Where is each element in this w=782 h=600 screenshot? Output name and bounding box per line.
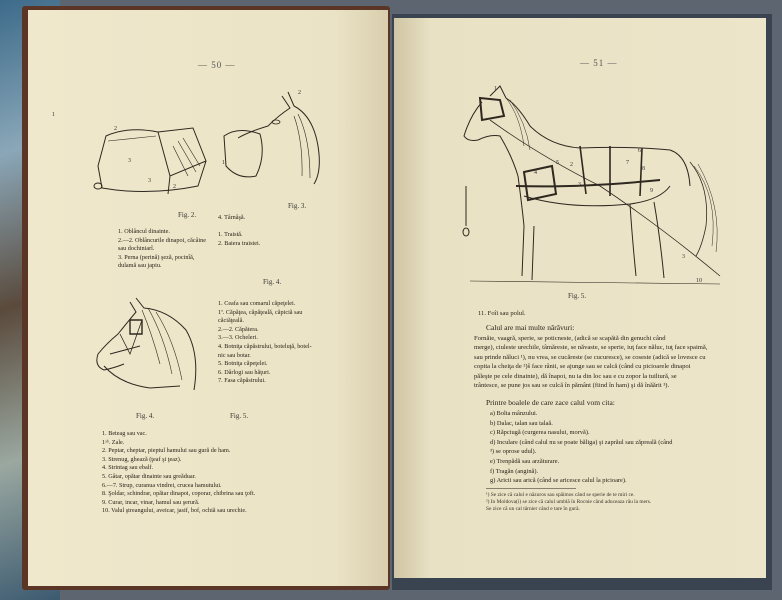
legend-item: 4. Botniţa căpăstrului, boteluţă, botel- bbox=[218, 342, 312, 350]
legend-item: 1. Ceafa sau comarul căpeţelei. bbox=[218, 300, 296, 307]
list-item: ³) se oprose udul). bbox=[490, 448, 537, 456]
horse-label: 8 bbox=[642, 166, 645, 172]
horse-label: 3 bbox=[578, 182, 581, 188]
horse-label: 4 bbox=[534, 170, 537, 176]
horse-label: 7 bbox=[626, 160, 629, 166]
legend-item: 4. Strintag sau ebalf. bbox=[102, 464, 154, 472]
legend-item: 6. Dârlogi sau hăţuri. bbox=[218, 368, 271, 376]
list-item: c) Răpciugă (curgerea nasului, morvă). bbox=[490, 429, 590, 437]
fig4-caption: Fig. 4. bbox=[263, 278, 282, 286]
page-number-right: — 51 — bbox=[580, 58, 618, 68]
legend-item: 6.—7. Strup, curanua vindrei, crucea hamutului. bbox=[102, 481, 222, 489]
horse-label: 6 bbox=[638, 148, 641, 154]
page-number-left: — 50 — bbox=[198, 60, 236, 70]
fig2-label: 2 bbox=[173, 184, 176, 190]
legend-item: 5. Gâtar, opătar dinainte sau greăduar. bbox=[102, 472, 196, 480]
legend-item: 7. Fasa căpăstrului. bbox=[218, 377, 266, 385]
legend-fig3 bbox=[218, 214, 260, 248]
footnote: ¹) Se zice că calul e năzuros sau spăimos când se sperie de te miri ce. bbox=[486, 492, 635, 498]
fig2-label: 3 bbox=[128, 158, 131, 164]
legend-fig5 bbox=[102, 430, 255, 516]
list-item: f) Tragăn (angină). bbox=[490, 467, 539, 475]
fig5-right-caption: Fig. 5. bbox=[568, 292, 587, 300]
fig5-caption: Fig. 5. bbox=[230, 412, 249, 420]
legend-item: căciăţeală. bbox=[218, 317, 244, 325]
paragraph-line: merge), ciuleste urechile, tâmăreste, se năvaste, se sperie, iuţ face năluc, iuţ face spaimă, bbox=[474, 344, 708, 352]
legend-fig2 bbox=[118, 228, 206, 271]
legend-item: 3.—3. Ocheleri. bbox=[218, 334, 258, 342]
saddle-illustration bbox=[88, 106, 218, 206]
fig2-label: 3 bbox=[148, 178, 151, 184]
list-item: b) Dalac, talan sau talaă. bbox=[490, 419, 553, 427]
fig3-label: 1 bbox=[222, 160, 225, 166]
legend-fig4 bbox=[218, 300, 312, 386]
footnote-rule bbox=[486, 488, 576, 489]
list-boale bbox=[490, 409, 672, 486]
horse-label: 1 bbox=[494, 86, 497, 92]
fig2-label: 2 bbox=[114, 126, 117, 132]
item-11: 11. Foîi sau polul. bbox=[478, 310, 526, 317]
legend-item: 2.—2. Căpătera. bbox=[218, 325, 259, 333]
horse-label: 9 bbox=[650, 188, 653, 194]
legend-item: sau dochiniarî. bbox=[118, 245, 155, 253]
horse-label: 10 bbox=[696, 278, 702, 284]
fig3-caption: Fig. 3. bbox=[288, 202, 307, 210]
legend-item: 3. Perna (perină) şeză, pocinîă, bbox=[118, 253, 195, 261]
paragraph-line: Fornăie, vaagră, sperie, se poticneste, (adică se scapătă din genuchi când bbox=[474, 335, 666, 342]
fig2-caption: Fig. 2. bbox=[178, 211, 197, 219]
fig3-label: 2 bbox=[298, 90, 301, 96]
legend-item: 3. Strenug, ghează (ţeaf şi ţeaz). bbox=[102, 455, 182, 463]
legend-item: 1. Traistă. bbox=[218, 231, 243, 239]
bridle-illustration bbox=[90, 294, 210, 404]
page-left bbox=[28, 10, 388, 586]
list-item: g) Aricii sau arică (când se aricesce calul la picioare). bbox=[490, 477, 627, 485]
legend-item: 10. Valul ştreangului, aveicar, jasif, bof, ochiă sau urechie. bbox=[102, 507, 247, 515]
harnessed-horse-illustration bbox=[460, 76, 730, 291]
list-item: d) Inculare (când calul nu se poate băliga) şi zaprăul sau zăpreală (când bbox=[490, 438, 673, 446]
list-item: e) Trenpădă sau arzăturare. bbox=[490, 457, 560, 465]
legend-item: 9. Curar, incar, vinar, hamul sau şerură. bbox=[102, 498, 200, 506]
horse-label: 5 bbox=[556, 160, 559, 166]
paragraph-naravuri bbox=[474, 334, 707, 390]
fig2-label: 1 bbox=[52, 112, 55, 118]
list-item: a) Bolta mânzului. bbox=[490, 410, 538, 417]
footnotes bbox=[486, 492, 651, 514]
page-right bbox=[394, 18, 766, 578]
legend-item: nic sau botar. bbox=[218, 351, 251, 359]
horse-nosebag-illustration bbox=[218, 86, 338, 186]
legend-item: 5. Botniţa căpeţelei. bbox=[218, 360, 268, 368]
footnote: Se zice că un cal târnier când e tare în gură. bbox=[486, 506, 580, 513]
legend-item: 1ᵃᵇ. Zale. bbox=[102, 438, 125, 446]
heading-naravuri: Calul are mai multe nărăvuri: bbox=[486, 323, 575, 332]
legend-item: 2. Peptar, cheptar, pieptul hamului sau gură de ham. bbox=[102, 447, 231, 455]
legend-item: 1ª. Căpăţea, căpăţeală, căpiciă sau bbox=[218, 308, 303, 316]
fig4-small-caption: Fig. 4. bbox=[136, 412, 155, 420]
horse-label: 2 bbox=[570, 162, 573, 168]
legend-item bbox=[218, 223, 260, 232]
legend-item: 2.—2. Oblâncurile dinapoi, căcâine bbox=[118, 236, 206, 244]
heading-boale: Printre boalele de care zace calul vom cita: bbox=[486, 398, 615, 407]
paragraph-line: trântesce, se pune jos sau se culcă în pământ (fiind în ham) şi dă înăărit ³). bbox=[474, 382, 670, 390]
legend-item: 2. Baiera traistei. bbox=[218, 239, 261, 247]
legend-item: 8. Şoldar, schindrar, opătar dinapoi, coporar, chibrina sau ţoft. bbox=[102, 490, 256, 498]
legend-item: 1. Beteag sau vac. bbox=[102, 430, 147, 437]
paragraph-line: copita la cheiţa de ²)ŝ face rânii, se ajunge sau se calcă (când cu picioarele dinapoi bbox=[474, 363, 691, 371]
legend-item: 1. Oblâncul dinainte. bbox=[118, 228, 170, 235]
footnote: ²) In Moldova(i) se zice că calul umblă în Rocnie când aduceaza râu la mers. bbox=[486, 499, 652, 506]
horse-label: 3 bbox=[682, 254, 685, 260]
legend-item: 4. Târnâşă. bbox=[218, 214, 246, 221]
paragraph-line: sau prinde năluci ¹), nu vrea, se cucăreste (se cucuresce), se coseste (adică se lovesce cu bbox=[474, 353, 706, 361]
paragraph-line: păleşte pe cele dinainte), dă înapoi, nu ia din loc sau e cu zopor la tuiltură, se bbox=[474, 372, 677, 380]
legend-item: dulamă sau japiu. bbox=[118, 262, 162, 270]
